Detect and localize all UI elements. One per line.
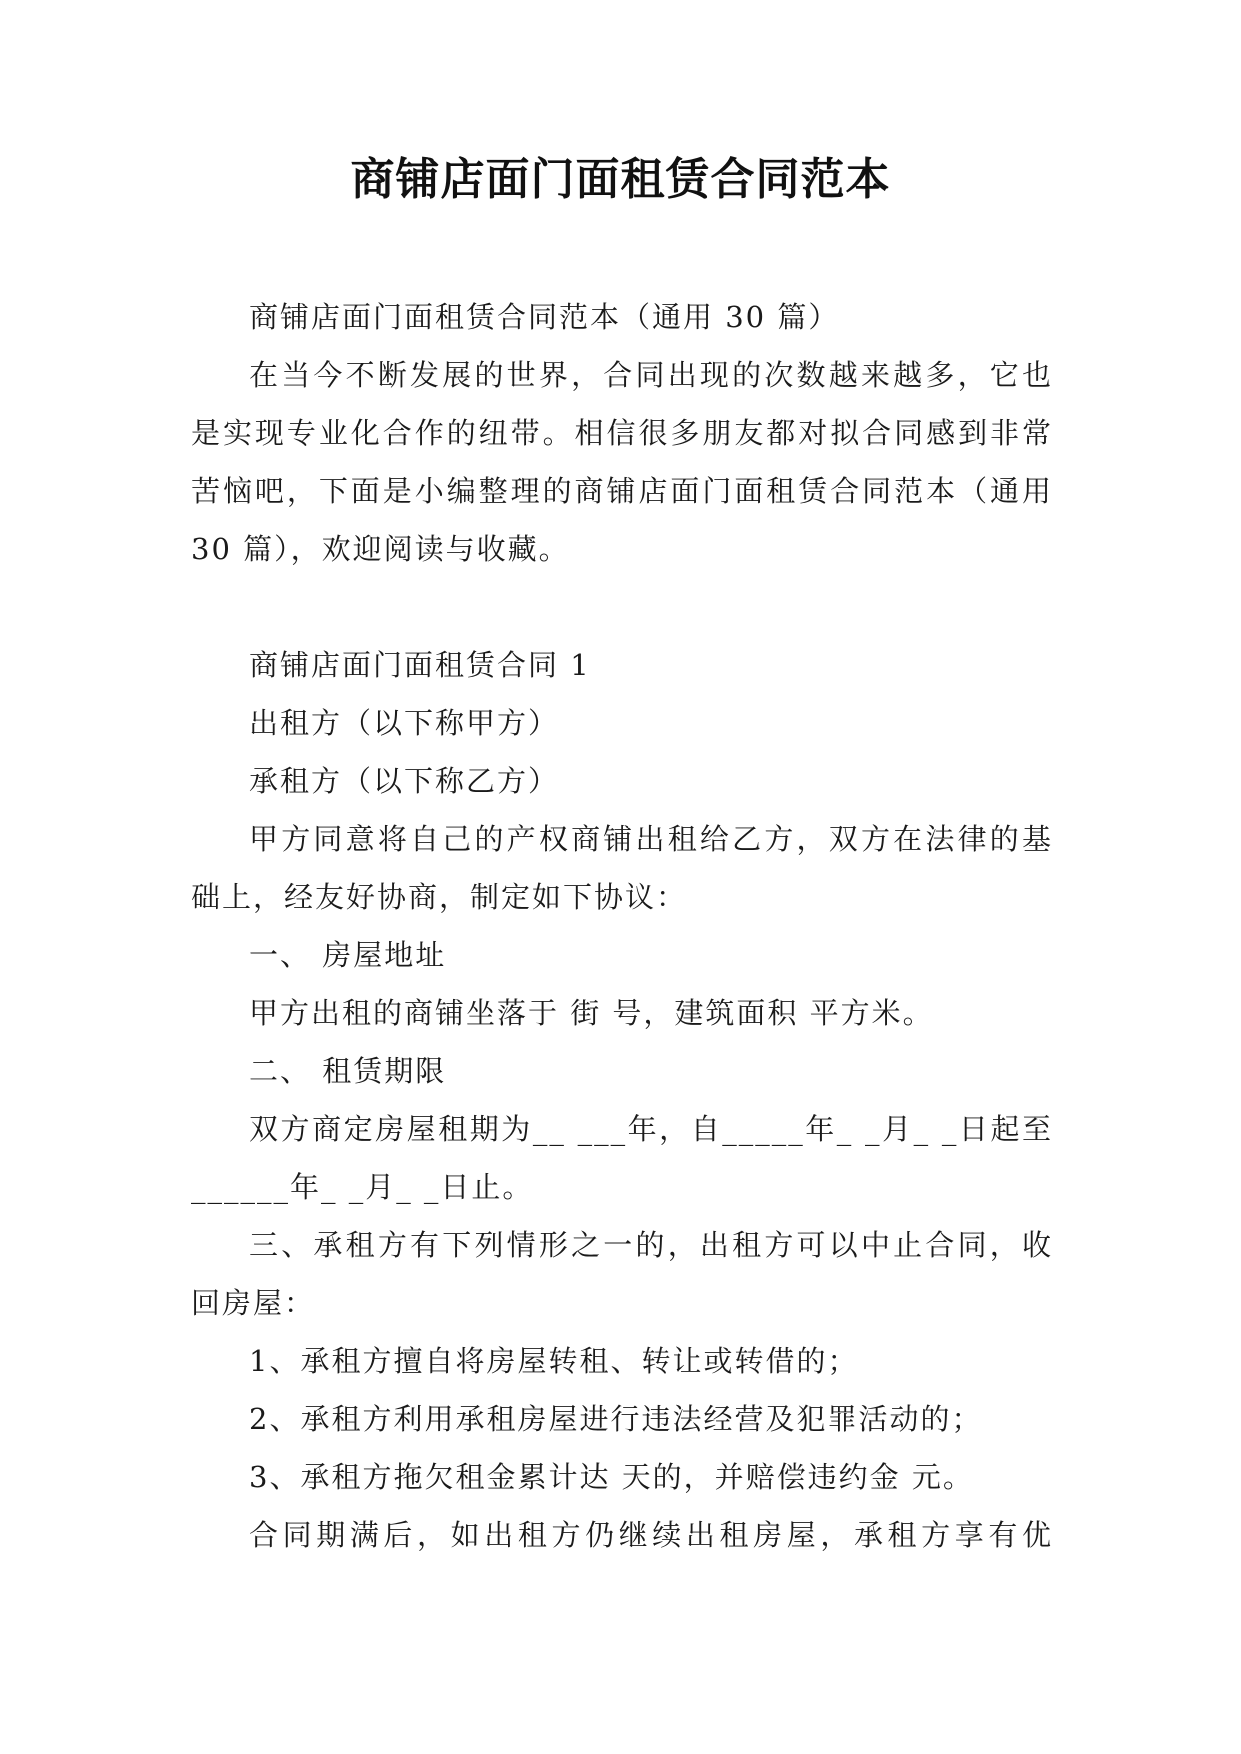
- paragraph-subtitle: 商铺店面门面租赁合同范本（通用 30 篇）: [249, 300, 840, 334]
- agreement-preamble: 甲方同意将自己的产权商铺出租给乙方，双方在法律的基础上，经友好协商，制定如下协议：: [191, 822, 1053, 914]
- document-body: [191, 288, 1053, 1564]
- paragraph-gap: [191, 578, 1053, 636]
- termination-item-1: 1、承租方擅自将房屋转租、转让或转借的；: [249, 1344, 859, 1378]
- address-clause: 甲方出租的商铺坐落于 街 号，建筑面积 平方米。: [249, 996, 934, 1030]
- contract-heading: 商铺店面门面租赁合同 1: [249, 648, 591, 682]
- document-title: 商铺店面门面租赁合同范本: [350, 154, 891, 205]
- section-heading-term: 二、 租赁期限: [249, 1054, 447, 1088]
- paragraph-intro: 在当今不断发展的世界，合同出现的次数越来越多，它也是实现专业化合作的纽带。相信很多朋友都对拟合同感到非常苦恼吧，下面是小编整理的商铺店面门面租赁合同范本（通用 30 篇），欢迎阅读与收藏。: [191, 358, 1053, 566]
- renewal-clause: 合同期满后，如出租方仍继续出租房屋，承租方享有优: [249, 1518, 1053, 1552]
- section-heading-address: 一、 房屋地址: [249, 938, 447, 972]
- term-clause: 双方商定房屋租期为__ ___年，自_____年_ _月_ _日起至______年_ _月_ _日止。: [191, 1112, 1053, 1204]
- termination-item-3: 3、承租方拖欠租金累计达 天的，并赔偿违约金 元。: [249, 1460, 974, 1494]
- lessee-line: 承租方（以下称乙方）: [249, 764, 560, 798]
- termination-item-2: 2、承租方利用承租房屋进行违法经营及犯罪活动的；: [249, 1402, 983, 1436]
- termination-clause: 三、承租方有下列情形之一的，出租方可以中止合同，收回房屋：: [191, 1228, 1053, 1320]
- lessor-line: 出租方（以下称甲方）: [249, 706, 560, 740]
